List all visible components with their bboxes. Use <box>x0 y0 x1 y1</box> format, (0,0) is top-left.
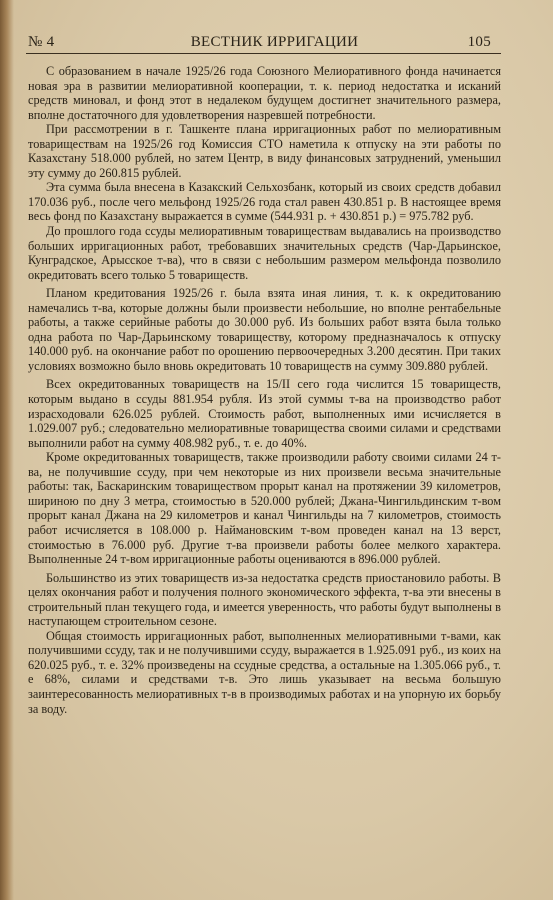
paragraph: До прошлого года ссуды мелиоративным товариществам выдавались на производство больших ирригационных работ, требовавших значительных средств (Чар-Дарьинское, Кунградское, Арысское т-ва), что в связи с небольшим размером мельфонда позволило окредитовать всего только 5 товариществ. <box>28 224 501 282</box>
page-binding-shadow <box>0 0 14 900</box>
paragraph: Большинство из этих товариществ из-за недостатка средств приостановило работы. В целях окончания работ и получения полного экономического эффекта, т-ва эти внесены в строительный план текущего года, и имеется уверенность, что работы будут выполнены в наступающем строительном сезоне. <box>28 570 501 629</box>
page-number: 105 <box>467 34 491 50</box>
paragraph: Всех окредитованных товариществ на 15/II сего года числится 15 товариществ, которым выдано в ссуды 881.954 рубля. Из этой суммы т-ва на производство работ израсходовали 626.025 рублей. Стоимость работ, выполненных ими исчисляется в 1.029.007 руб.; следовательно мелиоративные товарищества своими силами и средствами выполнили работ на сумму 408.982 руб., т. е. до 40%. <box>28 377 501 450</box>
paragraph: С образованием в начале 1925/26 года Союзного Мелиоративного фонда начинается новая эра в развитии мелиоративной кооперации, т. к. период недостатка и исканий средств миновал, и фонд этот в недалеком будущем достигнет значительного размера, вполне достаточного для удовлетворения назревшей потребности. <box>28 64 501 122</box>
paragraph: Планом кредитования 1925/26 г. была взята иная линия, т. к. к окредитованию намечались т-ва, которые должны были произвести небольшие, но вполне рентабельные работы, а также серийные работы до 30.000 руб. Из больших работ взята была только одна работа по Чар-Дарьинскому товариществу, которому предназначалось к отпуску 140.000 руб. на окончание работ по орошению первоочередных 3.200 десятин. При таких условиях возможно было вновь окредитовать 10 товариществ на сумму 309.880 рублей. <box>28 286 501 373</box>
header-rule <box>26 53 501 54</box>
paragraph: Эта сумма была внесена в Казакский Сельхозбанк, который из своих средств добавил 170.036 руб., после чего мельфонд 1925/26 года стал равен 430.851 р. В настоящее время весь фонд по Казахстану выражается в сумме (544.931 р. + 430.851 р.) = 975.782 руб. <box>28 180 501 224</box>
paragraph: Общая стоимость ирригационных работ, выполненных мелиоративными т-вами, как получившими ссуду, так и не получившими ссуду, выражается в 1.925.091 руб., из коих на 620.025 руб., т. е. 32% произведены на ссудные средства, а остальные на 1.305.066 руб., т. е 68%, силами и средствами т-в. Это лишь указывает на весьма большую заинтересованность мелиоративных т-в в производимых работах и на упорную их борьбу за воду. <box>28 628 501 716</box>
journal-title: ВЕСТНИК ИРРИГАЦИИ <box>190 34 359 50</box>
article-body <box>28 64 501 716</box>
running-header <box>28 27 491 51</box>
paragraph: При рассмотрении в г. Ташкенте плана ирригационных работ по мелиоративным товариществам на 1925/26 год Комиссия СТО наметила к отпуску на эти работы по Казахстану 518.000 рублей, но затем Центр, в виду финансовых затруднений, уменьшил эту сумму до 260.815 рублей. <box>28 122 501 180</box>
paragraph: Кроме окредитованных товариществ, также производили работу своими силами 24 т-ва, не получившие ссуду, при чем некоторые из них произвели весьма значительные работы: так, Баскаринским товариществом прорыт канал на протяжении 39 километров, шириною по дну 3 метра, стоимостью в 520.000 рублей; Джана-Чингильдинским т-вом прорыт канал Джана на 29 километров и канал Чингильды на 7 километров, стоимость работ исчисляется в 108.000 р. Наймановским т-вом проведен канал на 13 верст, стоимостью в 76.000 руб. Другие т-ва произвели работы более мелкого характера. Выполненные 24 т-вом ирригационные работы оцениваются в 896.000 рублей. <box>28 450 501 567</box>
issue-number: № 4 <box>28 34 55 50</box>
